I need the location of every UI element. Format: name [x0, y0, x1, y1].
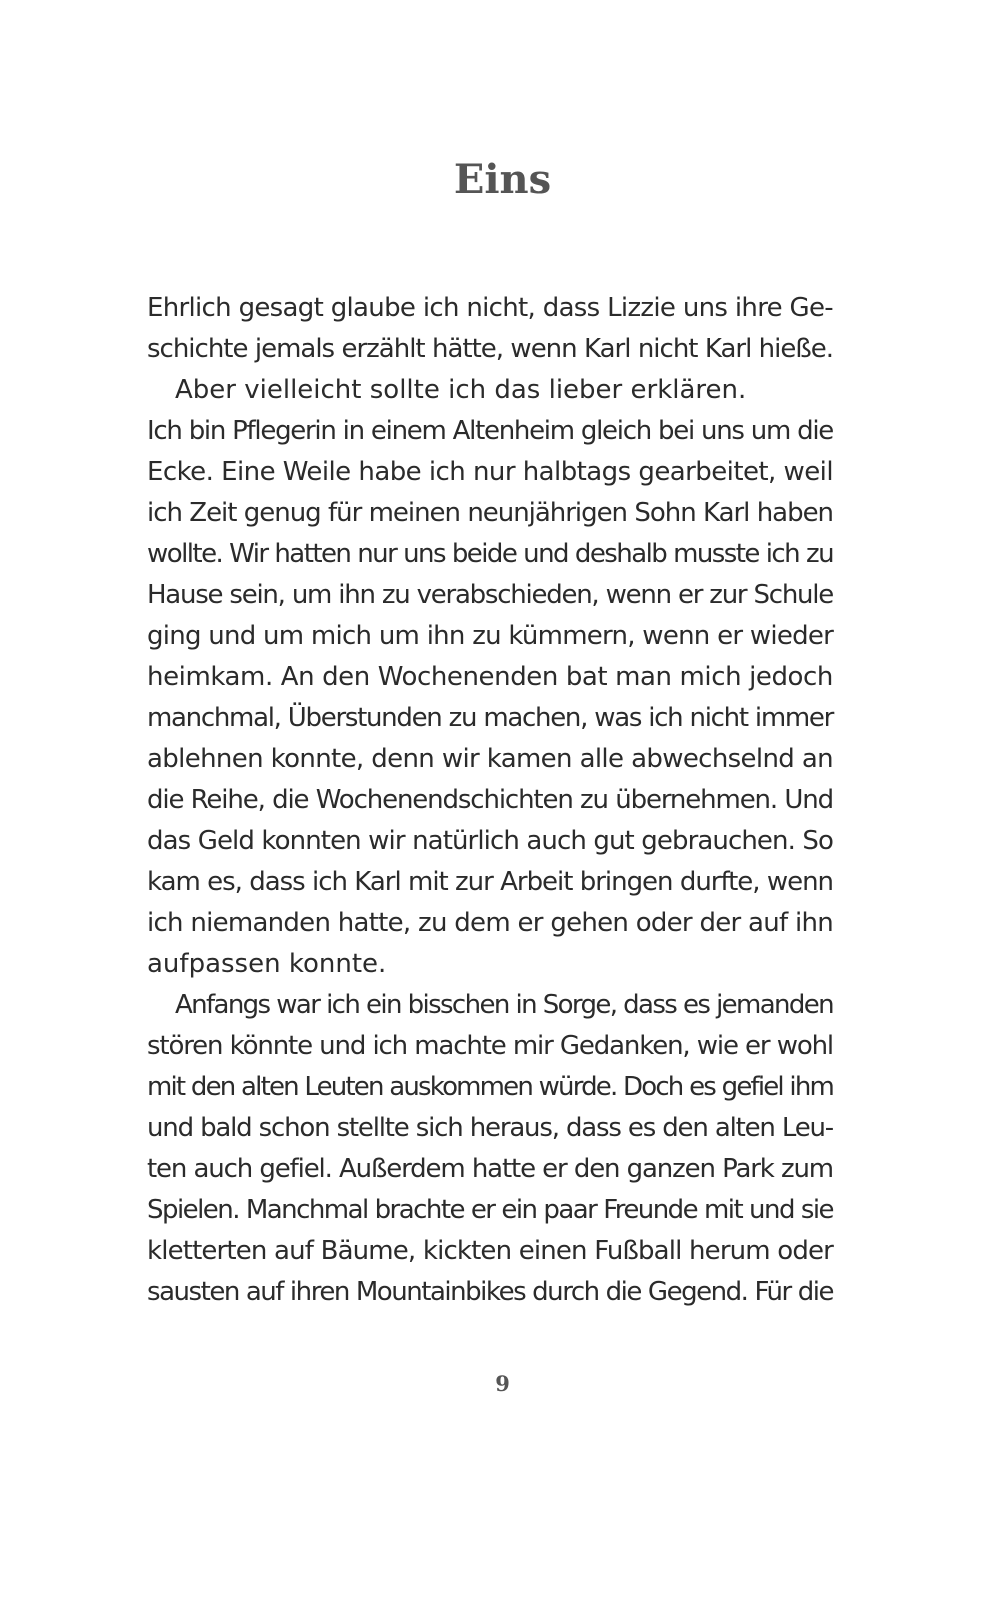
- text-line: ablehnen konnte, denn wir kamen alle abwechselnd an: [147, 744, 833, 774]
- text-line: das Geld konnten wir natürlich auch gut gebrauchen. So: [147, 826, 833, 856]
- text-line: ging und um mich um ihn zu kümmern, wenn er wieder: [147, 621, 833, 651]
- chapter-title: Eins: [453, 156, 552, 203]
- text-line: Ecke. Eine Weile habe ich nur halbtags gearbeitet, weil: [147, 457, 833, 487]
- text-line: sausten auf ihren Mountainbikes durch die Gegend. Für die: [147, 1277, 833, 1307]
- text-line: die Reihe, die Wochenendschichten zu übernehmen. Und: [147, 785, 833, 815]
- text-line: und bald schon stellte sich heraus, dass es den alten Leu-: [147, 1113, 833, 1143]
- text-line: Ehrlich gesagt glaube ich nicht, dass Lizzie uns ihre Ge-: [147, 293, 833, 323]
- text-line: schichte jemals erzählt hätte, wenn Karl nicht Karl hieße.: [147, 334, 833, 364]
- text-line: Hause sein, um ihn zu verabschieden, wenn er zur Schule: [147, 580, 833, 610]
- text-line: heimkam. An den Wochenenden bat man mich jedoch: [147, 662, 833, 692]
- page-number: 9: [495, 1371, 510, 1396]
- text-line: wollte. Wir hatten nur uns beide und deshalb musste ich zu: [147, 539, 833, 569]
- text-line: ich niemanden hatte, zu dem er gehen oder der auf ihn: [147, 908, 833, 938]
- text-line: Ich bin Pflegerin in einem Altenheim gleich bei uns um die: [147, 416, 833, 446]
- text-line: kletterten auf Bäume, kickten einen Fußball herum oder: [147, 1236, 833, 1266]
- text-line: manchmal, Überstunden zu machen, was ich nicht immer: [147, 703, 833, 733]
- text-line: Spielen. Manchmal brachte er ein paar Freunde mit und sie: [147, 1195, 833, 1225]
- body-text: [147, 288, 833, 1313]
- text-line: ten auch gefiel. Außerdem hatte er den ganzen Park zum: [147, 1154, 833, 1184]
- text-line: mit den alten Leuten auskommen würde. Doch es gefiel ihm: [147, 1072, 833, 1102]
- text-line: ich Zeit genug für meinen neunjährigen Sohn Karl haben: [147, 498, 833, 528]
- text-line: aufpassen konnte.: [147, 949, 387, 979]
- text-line: Aber vielleicht sollte ich das lieber erklären.: [175, 375, 747, 405]
- text-line: Anfangs war ich ein bisschen in Sorge, dass es jemanden: [175, 990, 833, 1020]
- text-line: stören könnte und ich machte mir Gedanken, wie er wohl: [147, 1031, 833, 1061]
- text-line: kam es, dass ich Karl mit zur Arbeit bringen durfte, wenn: [147, 867, 833, 897]
